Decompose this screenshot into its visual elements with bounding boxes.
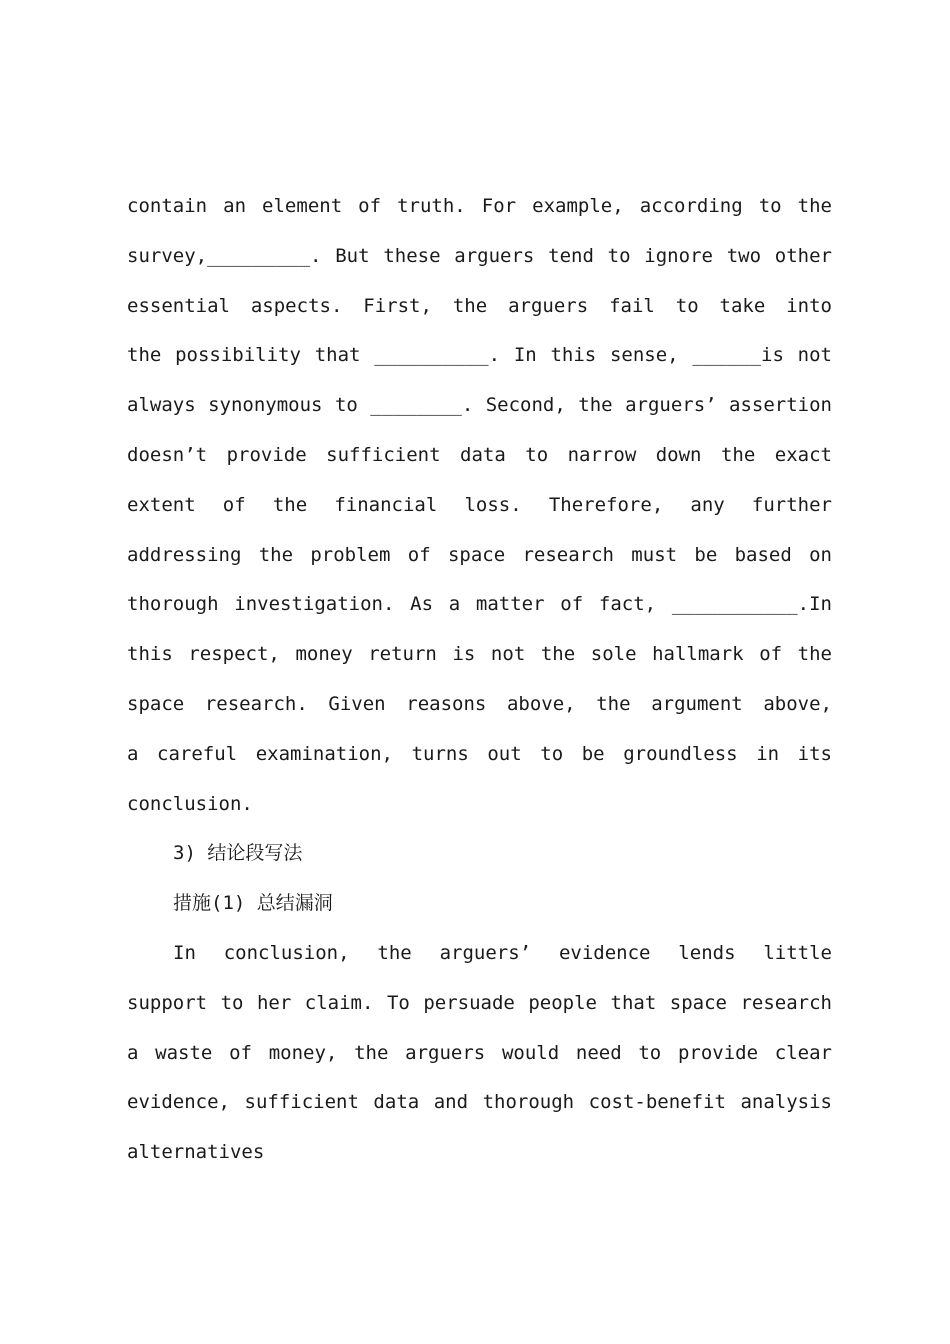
paragraph-line: a waste of money, the arguers would need to provide clear — [127, 1041, 832, 1064]
paragraph-line: doesn’t provide sufficient data to narrow down the exact — [127, 443, 832, 466]
paragraph-line: always synonymous to ________. Second, the arguers’ assertion — [127, 394, 832, 417]
paragraph-line: alternatives — [127, 1141, 265, 1164]
paragraph-line: survey,_________. But these arguers tend to ignore two other — [127, 244, 832, 267]
paragraph-line: conclusion. — [127, 792, 253, 815]
paragraph-line: the possibility that __________. In this sense, ______is not — [127, 344, 832, 367]
paragraph-line: a careful examination, turns out to be groundless in its — [127, 742, 832, 765]
section-heading: 3) 结论段写法 — [173, 842, 303, 865]
paragraph-line: thorough investigation. As a matter of fact, ___________.In — [127, 593, 832, 616]
paragraph-line: space research. Given reasons above, the argument above, — [127, 692, 832, 715]
paragraph-line: In conclusion, the arguers’ evidence lends little — [173, 941, 832, 964]
subheading: 措施(1) 总结漏洞 — [173, 892, 333, 915]
paragraph-line: support to her claim. To persuade people that space research — [127, 991, 832, 1014]
paragraph-line: this respect, money return is not the sole hallmark of the — [127, 643, 832, 666]
paragraph-line: contain an element of truth. For example, according to the — [127, 195, 832, 217]
paragraph-line: addressing the problem of space research must be based on — [127, 543, 832, 566]
document-page — [127, 182, 832, 1178]
paragraph-line: extent of the financial loss. Therefore, any further — [127, 493, 832, 516]
paragraph-line: essential aspects. First, the arguers fail to take into — [127, 294, 832, 317]
paragraph-line: evidence, sufficient data and thorough cost-benefit analysis — [127, 1091, 832, 1114]
